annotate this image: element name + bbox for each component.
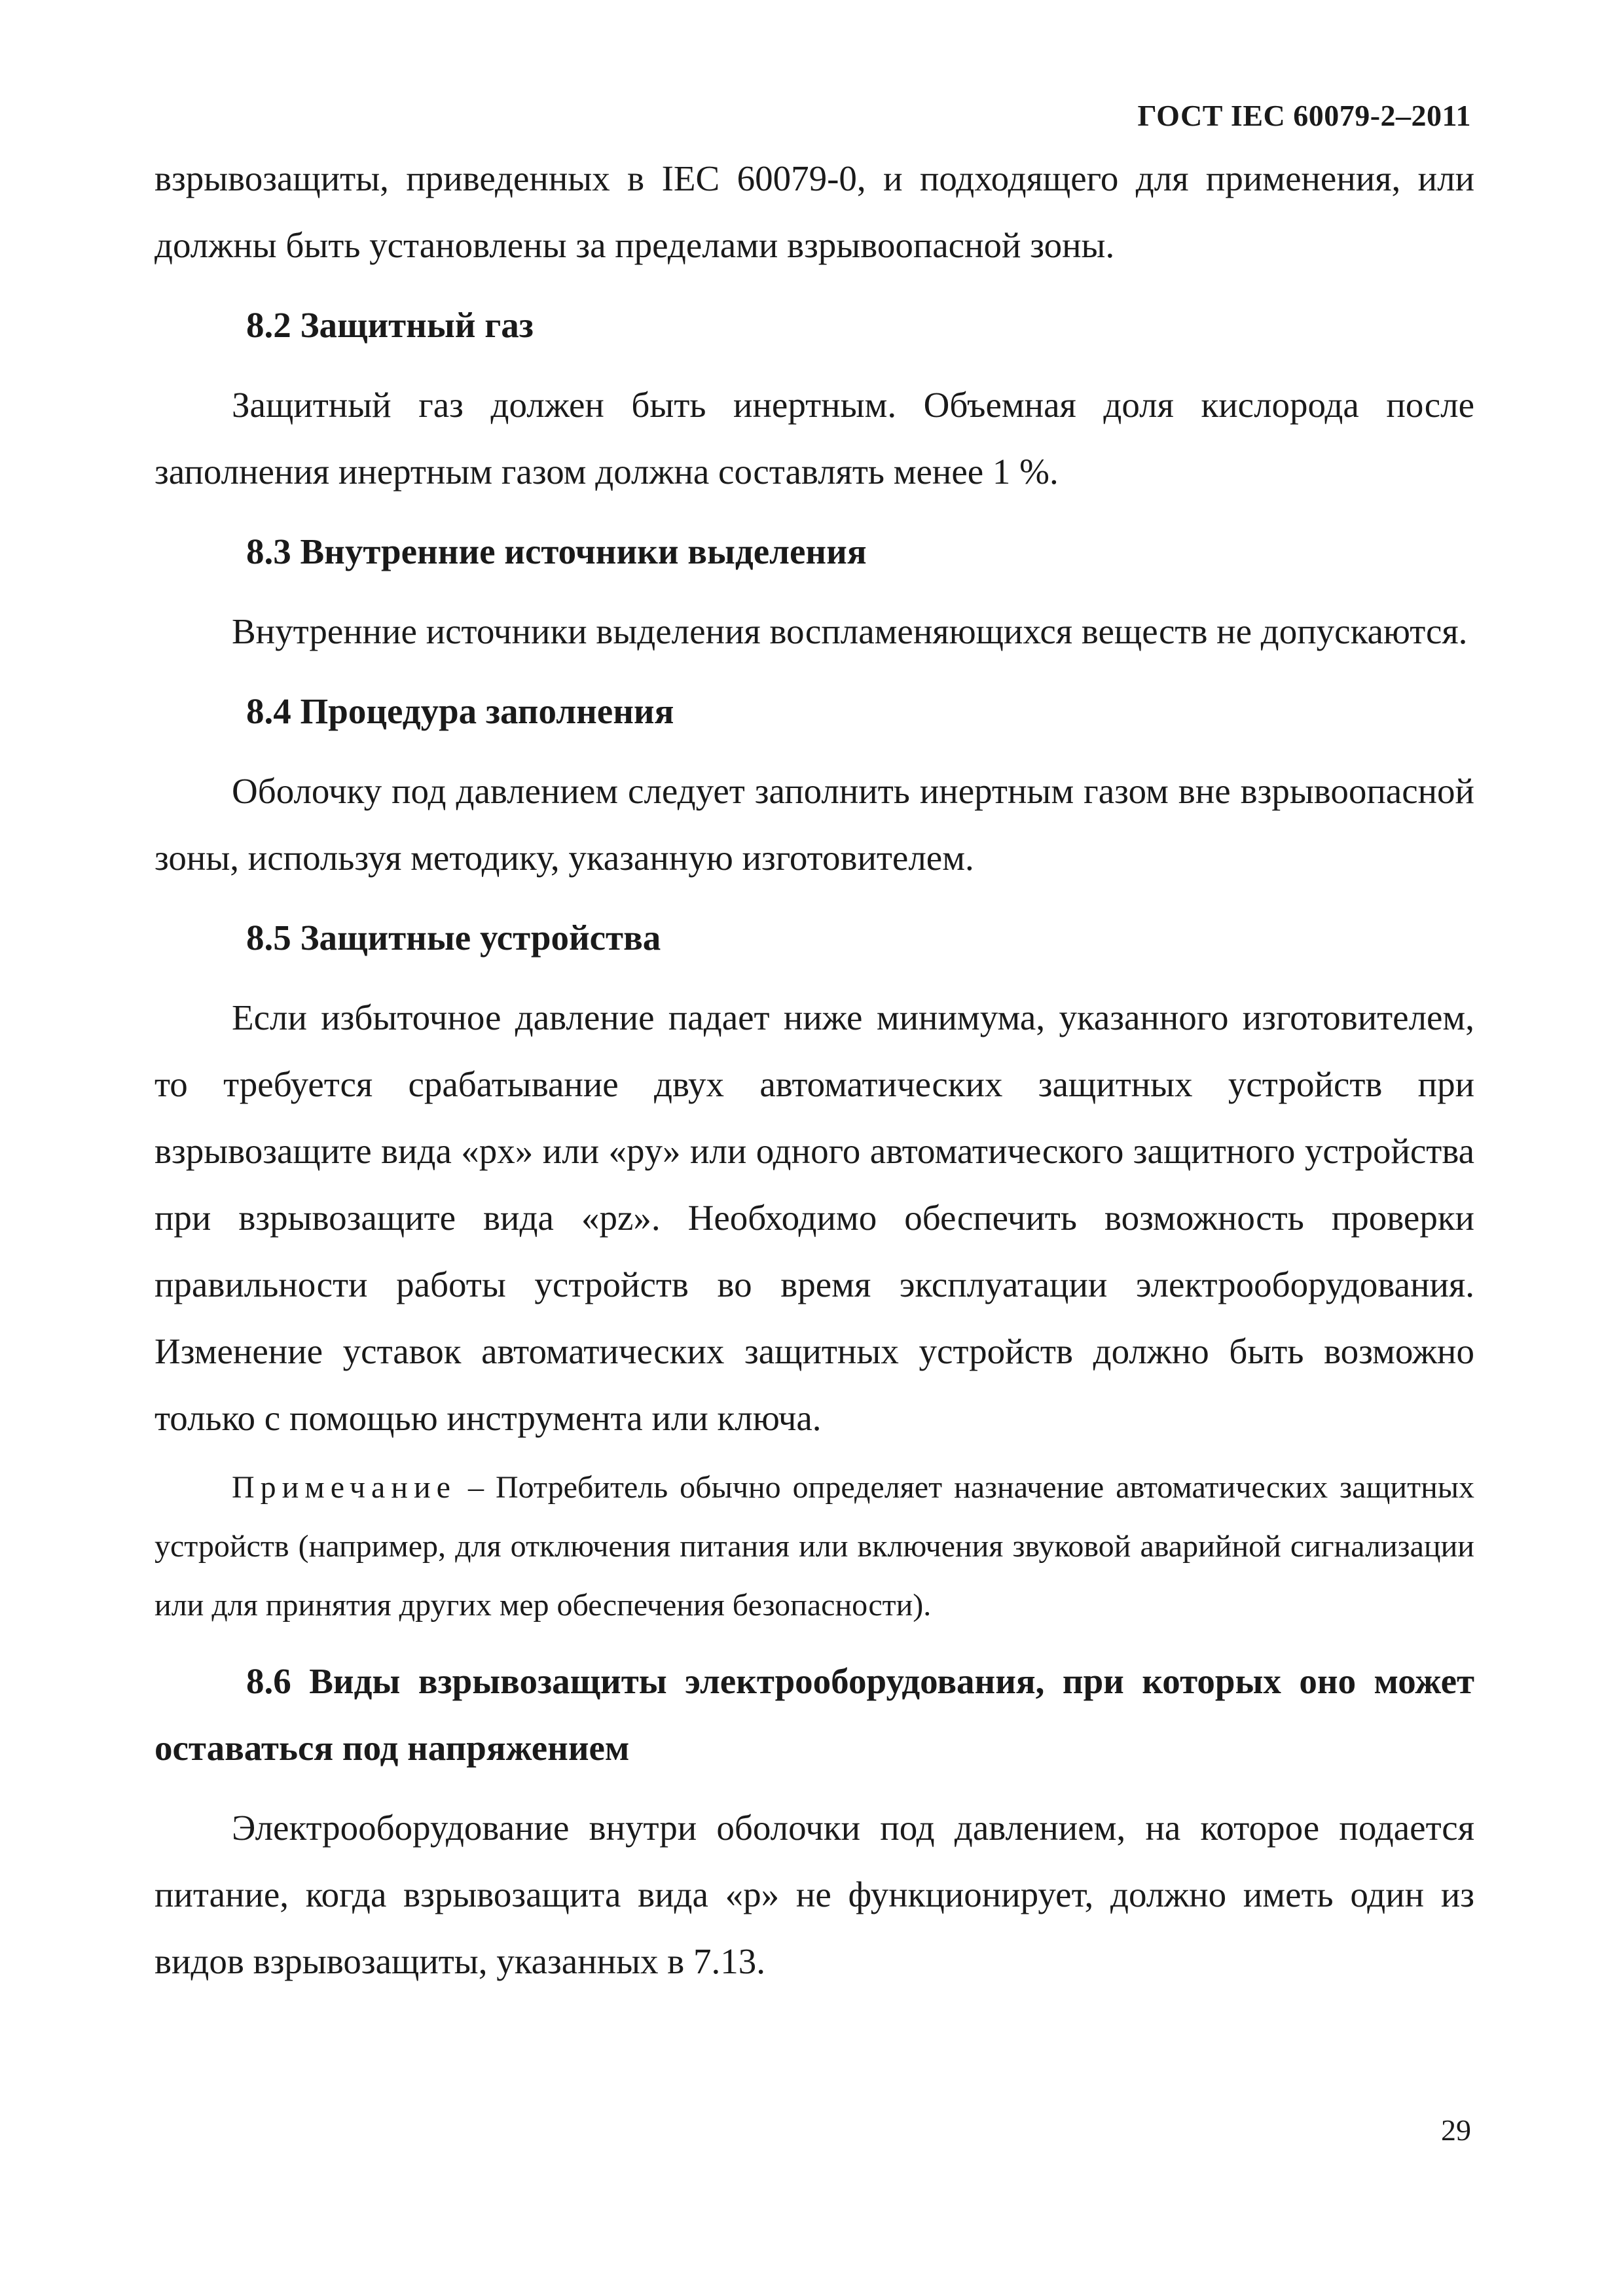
section-8-3-text: Внутренние источники выделения воспламеняющихся веществ не допускаются. bbox=[232, 611, 1468, 651]
intro-paragraph: взрывозащиты, приведенных в IEC 60079-0, и подходящего для применения, или должны быть установлены за пределами взрывоопасной зоны. bbox=[155, 158, 1474, 265]
section-8-2-heading: 8.2 Защитный газ bbox=[246, 305, 534, 345]
section-8-5-heading: 8.5 Защитные устройства bbox=[246, 918, 661, 958]
section-8-5 bbox=[155, 905, 1474, 1635]
section-8-6-heading: 8.6 Виды взрывозащиты электрооборудования, при которых оно может оставаться под напряжением bbox=[155, 1661, 1474, 1768]
section-8-5-note bbox=[155, 1458, 1474, 1635]
section-8-3-heading: 8.3 Внутренние источники выделения bbox=[246, 531, 867, 571]
section-8-6 bbox=[155, 1648, 1474, 1995]
section-8-2-text: Защитный газ должен быть инертным. Объемная доля кислорода после заполнения инертным газом должна составлять менее 1 %. bbox=[155, 385, 1474, 492]
section-8-2 bbox=[155, 292, 1474, 505]
note-label: Примечание bbox=[232, 1470, 456, 1505]
section-8-4 bbox=[155, 678, 1474, 891]
note-text: – Потребитель обычно определяет назначение автоматических защитных устройств (например, для отключения питания или включения звуковой аварийной сигнализации или для принятия других мер обеспечения безопасности). bbox=[155, 1470, 1474, 1623]
section-8-4-heading: 8.4 Процедура заполнения bbox=[246, 691, 674, 731]
page-number: 29 bbox=[1441, 2113, 1471, 2147]
standard-header: ГОСТ IEC 60079-2–2011 bbox=[1137, 99, 1471, 132]
section-8-3 bbox=[155, 518, 1474, 665]
section-8-6-text: Электрооборудование внутри оболочки под давлением, на которое подается питание, когда взрывозащита вида «p» не функционирует, должно иметь один из видов взрывозащиты, указанных в 7.13. bbox=[155, 1808, 1474, 1981]
section-8-5-text: Если избыточное давление падает ниже минимума, указанного изготовителем, то требуется срабатывание двух автоматических защитных устройств при взрывозащите вида «px» или «py» или одного автоматического защитного устройства при взрывозащите вида «pz». Необходимо обеспечить возможность проверки правильности работы устройств во время эксплуатации электрооборудования. Изменение уставок автоматических защитных устройств должно быть возможно только с помощью инструмента или ключа. bbox=[155, 997, 1474, 1438]
document-body bbox=[155, 145, 1474, 1995]
section-8-4-text: Оболочку под давлением следует заполнить инертным газом вне взрывоопасной зоны, используя методику, указанную изготовителем. bbox=[155, 771, 1474, 878]
